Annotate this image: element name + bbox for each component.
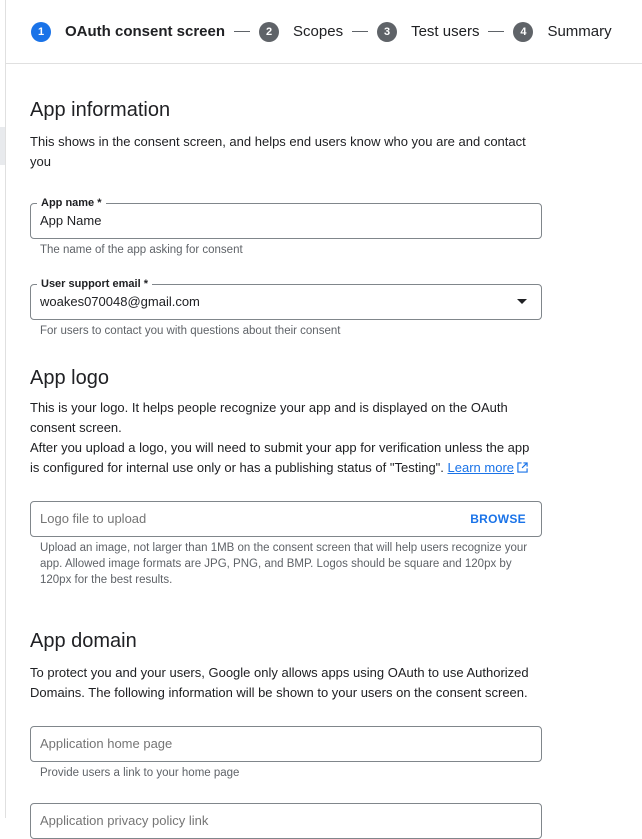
step-label: Test users xyxy=(411,23,480,40)
app-domain-description: To protect you and your users, Google only allows apps using OAuth to use Authorized Domains. The following information will be shown to your users on the consent screen. xyxy=(30,665,529,700)
step-summary[interactable] xyxy=(513,22,611,42)
user-support-email-value: woakes070048@gmail.com xyxy=(40,294,200,309)
application-privacy-policy-placeholder: Application privacy policy link xyxy=(40,813,209,828)
step-separator xyxy=(234,31,250,32)
step-scopes[interactable] xyxy=(259,22,343,42)
step-test-users[interactable] xyxy=(377,22,479,42)
app-name-field[interactable] xyxy=(30,197,542,239)
step-separator xyxy=(352,31,368,32)
user-support-email-hint: For users to contact you with questions about their consent xyxy=(40,325,341,337)
step-oauth-consent-screen[interactable] xyxy=(31,22,225,42)
logo-upload-placeholder: Logo file to upload xyxy=(40,511,147,526)
app-logo-description-2-text: After you upload a logo, you will need to submit your app for verification unless the app is configured for internal use only or has a publishing status of "Testing". xyxy=(30,440,530,475)
step-label: Summary xyxy=(547,23,612,40)
app-name-label: App name * xyxy=(37,196,106,210)
left-rail xyxy=(0,0,6,818)
app-logo-description xyxy=(30,398,542,478)
application-home-page-input[interactable] xyxy=(30,726,542,762)
app-information-description: This shows in the consent screen, and helps end users know who you are and contact you xyxy=(30,134,526,169)
user-support-email-label: User support email * xyxy=(37,277,152,291)
browse-button[interactable]: BROWSE xyxy=(470,512,526,526)
step-number: 2 xyxy=(259,22,279,42)
learn-more-link[interactable]: Learn more xyxy=(447,460,515,475)
app-information-heading: App information xyxy=(30,99,171,121)
logo-upload-hint: Upload an image, not larger than 1MB on the consent screen that will help users recognize your app. Allowed image formats are JPG, PNG, and BMP. Logos should be square and 120px by 120px for the best results. xyxy=(40,542,528,586)
app-domain-heading: App domain xyxy=(30,630,137,652)
dropdown-arrow-icon[interactable] xyxy=(517,299,527,304)
left-rail-marker xyxy=(0,127,5,165)
app-logo-description-1: This is your logo. It helps people recognize your app and is displayed on the OAuth consent screen. xyxy=(30,400,508,435)
step-number: 3 xyxy=(377,22,397,42)
step-number: 4 xyxy=(513,22,533,42)
app-logo-description-2 xyxy=(30,438,542,478)
user-support-email-select[interactable] xyxy=(30,278,542,320)
step-label: OAuth consent screen xyxy=(65,23,226,40)
step-label: Scopes xyxy=(293,23,344,40)
setup-stepper xyxy=(6,0,642,64)
app-name-value: App Name xyxy=(40,213,102,228)
application-home-page-hint: Provide users a link to your home page xyxy=(40,767,240,779)
open-in-new-icon[interactable] xyxy=(517,462,528,473)
logo-upload-field[interactable] xyxy=(30,501,542,537)
step-number: 1 xyxy=(31,22,51,42)
application-home-page-placeholder: Application home page xyxy=(40,736,173,751)
step-separator xyxy=(488,31,504,32)
app-logo-heading: App logo xyxy=(30,367,109,389)
application-privacy-policy-input[interactable] xyxy=(30,803,542,839)
app-name-hint: The name of the app asking for consent xyxy=(40,244,243,256)
